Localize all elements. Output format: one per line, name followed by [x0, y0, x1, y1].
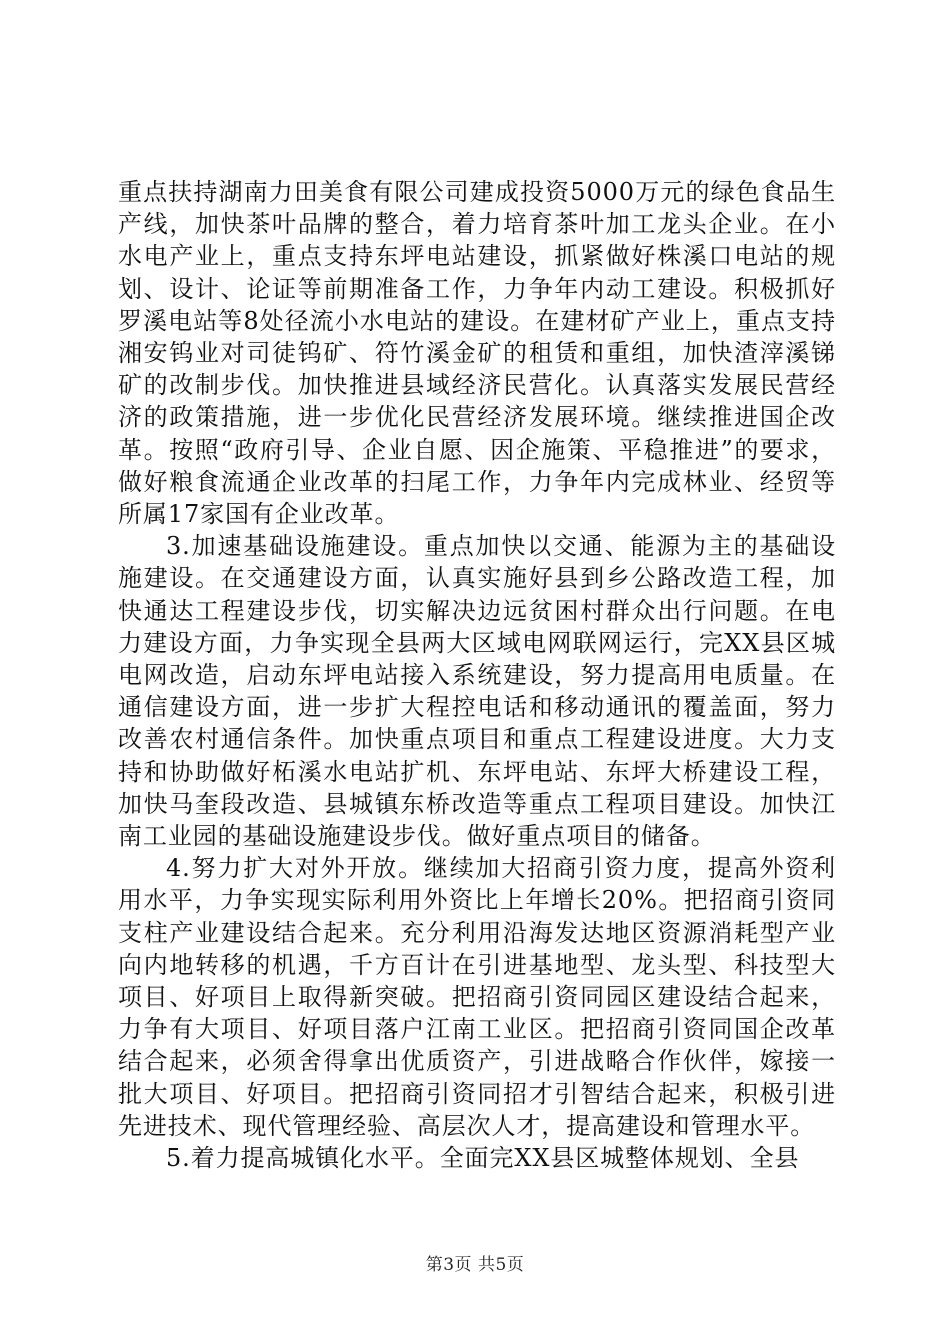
page-number-footer: 第3页 共5页 — [425, 1255, 525, 1275]
paragraph-2: 3.加速基础设施建设。重点加快以交通、能源为主的基础设施建设。在交通建设方面，认真实施好县到乡公路改造工程，加快通达工程建设步伐，切实解决边远贫困村群众出行问题。在电力建设方面，力争实现全县两大区域电网联网运行，完XX县区城电网改造，启动东坪电站接入系统建设，努力提高用电质量。在通信建设方面，进一步扩大程控电话和移动通讯的覆盖面，努力改善农村通信条件。加快重点项目和重点工程建设进度。大力支持和协助做好柘溪水电站扩机、东坪电站、东坪大桥建设工程，加快马奎段改造、县城镇东桥改造等重点工程项目建设。加快江南工业园的基础设施建设步伐。做好重点项目的储备。 — [118, 532, 836, 851]
paragraph-3: 4.努力扩大对外开放。继续加大招商引资力度，提高外资利用水平，力争实现实际利用外资比上年增长20%。把招商引资同支柱产业建设结合起来。充分利用沿海发达地区资源消耗型产业向内地转移的机遇，千方百计在引进基地型、龙头型、科技型大项目、好项目上取得新突破。把招商引资同园区建设结合起来，力争有大项目、好项目落户江南工业区。把招商引资同国企改革结合起来，必须舍得拿出优质资产，引进战略合作伙伴，嫁接一批大项目、好项目。把招商引资同招才引智结合起来，积极引进先进技术、现代管理经验、高层次人才，提高建设和管理水平。 — [118, 854, 836, 1140]
document-body — [118, 176, 836, 1174]
paragraph-1: 重点扶持湖南力田美食有限公司建成投资5000万元的绿色食品生产线，加快茶叶品牌的整合，着力培育茶叶加工龙头企业。在小水电产业上，重点支持东坪电站建设，抓紧做好株溪口电站的规划、设计、论证等前期准备工作，力争年内动工建设。积极抓好罗溪电站等8处径流小水电站的建设。在建材矿产业上，重点支持湘安钨业对司徒钨矿、符竹溪金矿的租赁和重组，加快渣滓溪锑矿的改制步伐。加快推进县域经济民营化。认真落实发展民营经济的政策措施，进一步优化民营经济发展环境。继续推进国企改革。按照“政府引导、企业自愿、因企施策、平稳推进”的要求，做好粮食流通企业改革的扫尾工作，力争年内完成林业、经贸等所属17家国有企业改革。 — [118, 178, 836, 529]
paragraph-4: 5.着力提高城镇化水平。全面完XX县区城整体规划、全县 — [166, 1144, 800, 1173]
